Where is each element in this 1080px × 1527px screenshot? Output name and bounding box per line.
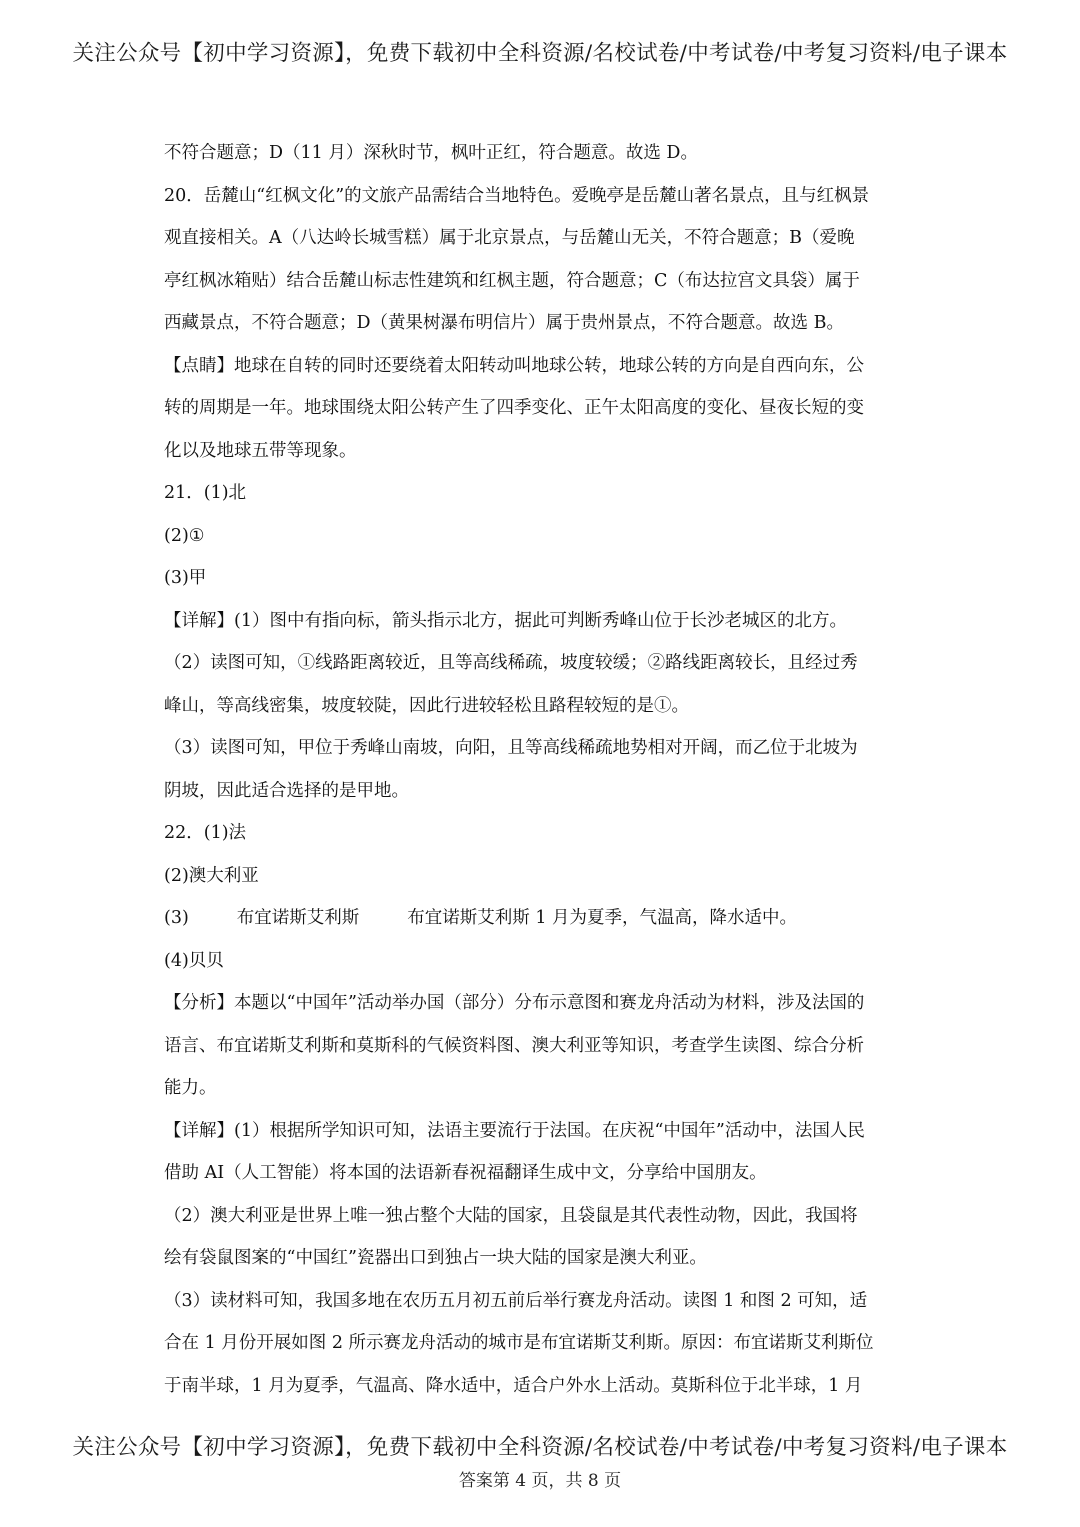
q22-part3-label: (3)	[164, 908, 189, 928]
text-line: (3)甲	[164, 568, 207, 588]
q22-part3-answer: 布宜诺斯艾利斯	[236, 908, 360, 928]
text-line: 【详解】(1）图中有指向标，箭头指示北方，据此可判断秀峰山位于长沙老城区的北方。	[164, 610, 847, 631]
text-line: 20．岳麓山“红枫文化”的文旅产品需结合当地特色。爱晚亭是岳麓山著名景点，且与红枫景	[164, 185, 870, 206]
text-line: 【点睛】地球在自转的同时还要绕着太阳转动叫地球公转，地球公转的方向是自西向东，公	[164, 355, 864, 376]
text-line: 于南半球，1 月为夏季，气温高、降水适中，适合户外水上活动。莫斯科位于北半球，1 月	[164, 1375, 863, 1396]
text-line: （3）读图可知，甲位于秀峰山南坡，向阳，且等高线稀疏地势相对开阔，而乙位于北坡为	[164, 738, 858, 758]
text-line: 西藏景点，不符合题意；D（黄果树瀑布明信片）属于贵州景点，不符合题意。故选 B。	[164, 313, 844, 333]
text-line: 22．(1)法	[164, 823, 247, 843]
text-line: (2)澳大利亚	[164, 865, 259, 886]
text-line: 能力。	[164, 1078, 217, 1098]
text-line: 语言、布宜诺斯艾利斯和莫斯科的气候资料图、澳大利亚等知识，考查学生读图、综合分析	[164, 1035, 864, 1056]
text-line: 亭红枫冰箱贴）结合岳麓山标志性建筑和红枫主题，符合题意；C（布达拉宫文具袋）属于	[164, 270, 860, 291]
text-line: 21．(1)北	[164, 483, 247, 503]
q22-part3-line	[164, 903, 920, 946]
q22-part3-reason: 布宜诺斯艾利斯 1 月为夏季，气温高，降水适中。	[407, 908, 798, 928]
text-line: （3）读材料可知，我国多地在农历五月初五前后举行赛龙舟活动。读图 1 和图 2 可知，适	[164, 1290, 868, 1311]
text-line: 借助 AI（人工智能）将本国的法语新春祝福翻译生成中文，分享给中国朋友。	[164, 1163, 767, 1183]
text-line: 【详解】(1）根据所学知识可知，法语主要流行于法国。在庆祝“中国年”活动中，法国人民	[164, 1120, 865, 1141]
text-line: (4)贝贝	[164, 950, 224, 971]
text-line: 化以及地球五带等现象。	[164, 440, 357, 461]
text-line: 绘有袋鼠图案的“中国红”瓷器出口到独占一块大陆的国家是澳大利亚。	[164, 1248, 707, 1268]
text-line: （2）澳大利亚是世界上唯一独占整个大陆的国家，且袋鼠是其代表性动物，因此，我国将	[164, 1205, 858, 1226]
text-line: 不符合题意；D（11 月）深秋时节，枫叶正红，符合题意。故选 D。	[164, 143, 698, 163]
answer-content	[164, 138, 920, 1413]
text-line: 观直接相关。A（八达岭长城雪糕）属于北京景点，与岳麓山无关，不符合题意；B（爱晚	[164, 228, 855, 248]
text-line: （2）读图可知，①线路距离较近，且等高线稀疏，坡度较缓；②路线距离较长，且经过秀	[164, 653, 858, 673]
text-line: 峰山，等高线密集，坡度较陡，因此行进较轻松且路程较短的是①。	[164, 695, 689, 716]
text-line: 【分析】本题以“中国年”活动举办国（部分）分布示意图和赛龙舟活动为材料，涉及法国的	[164, 993, 865, 1013]
top-promo-banner: 关注公众号【初中学习资源】，免费下载初中全科资源/名校试卷/中考试卷/中考复习资料/电子课本	[72, 41, 1008, 66]
text-line: 合在 1 月份开展如图 2 所示赛龙舟活动的城市是布宜诺斯艾利斯。原因：布宜诺斯艾利斯位	[164, 1333, 874, 1353]
bottom-promo-banner: 关注公众号【初中学习资源】，免费下载初中全科资源/名校试卷/中考试卷/中考复习资料/电子课本	[72, 1435, 1008, 1460]
page-number: 答案第 4 页，共 8 页	[458, 1471, 622, 1491]
text-line: (2)①	[164, 525, 205, 546]
text-line: 转的周期是一年。地球围绕太阳公转产生了四季变化、正午太阳高度的变化、昼夜长短的变	[164, 398, 864, 418]
text-line: 阴坡，因此适合选择的是甲地。	[164, 780, 409, 801]
